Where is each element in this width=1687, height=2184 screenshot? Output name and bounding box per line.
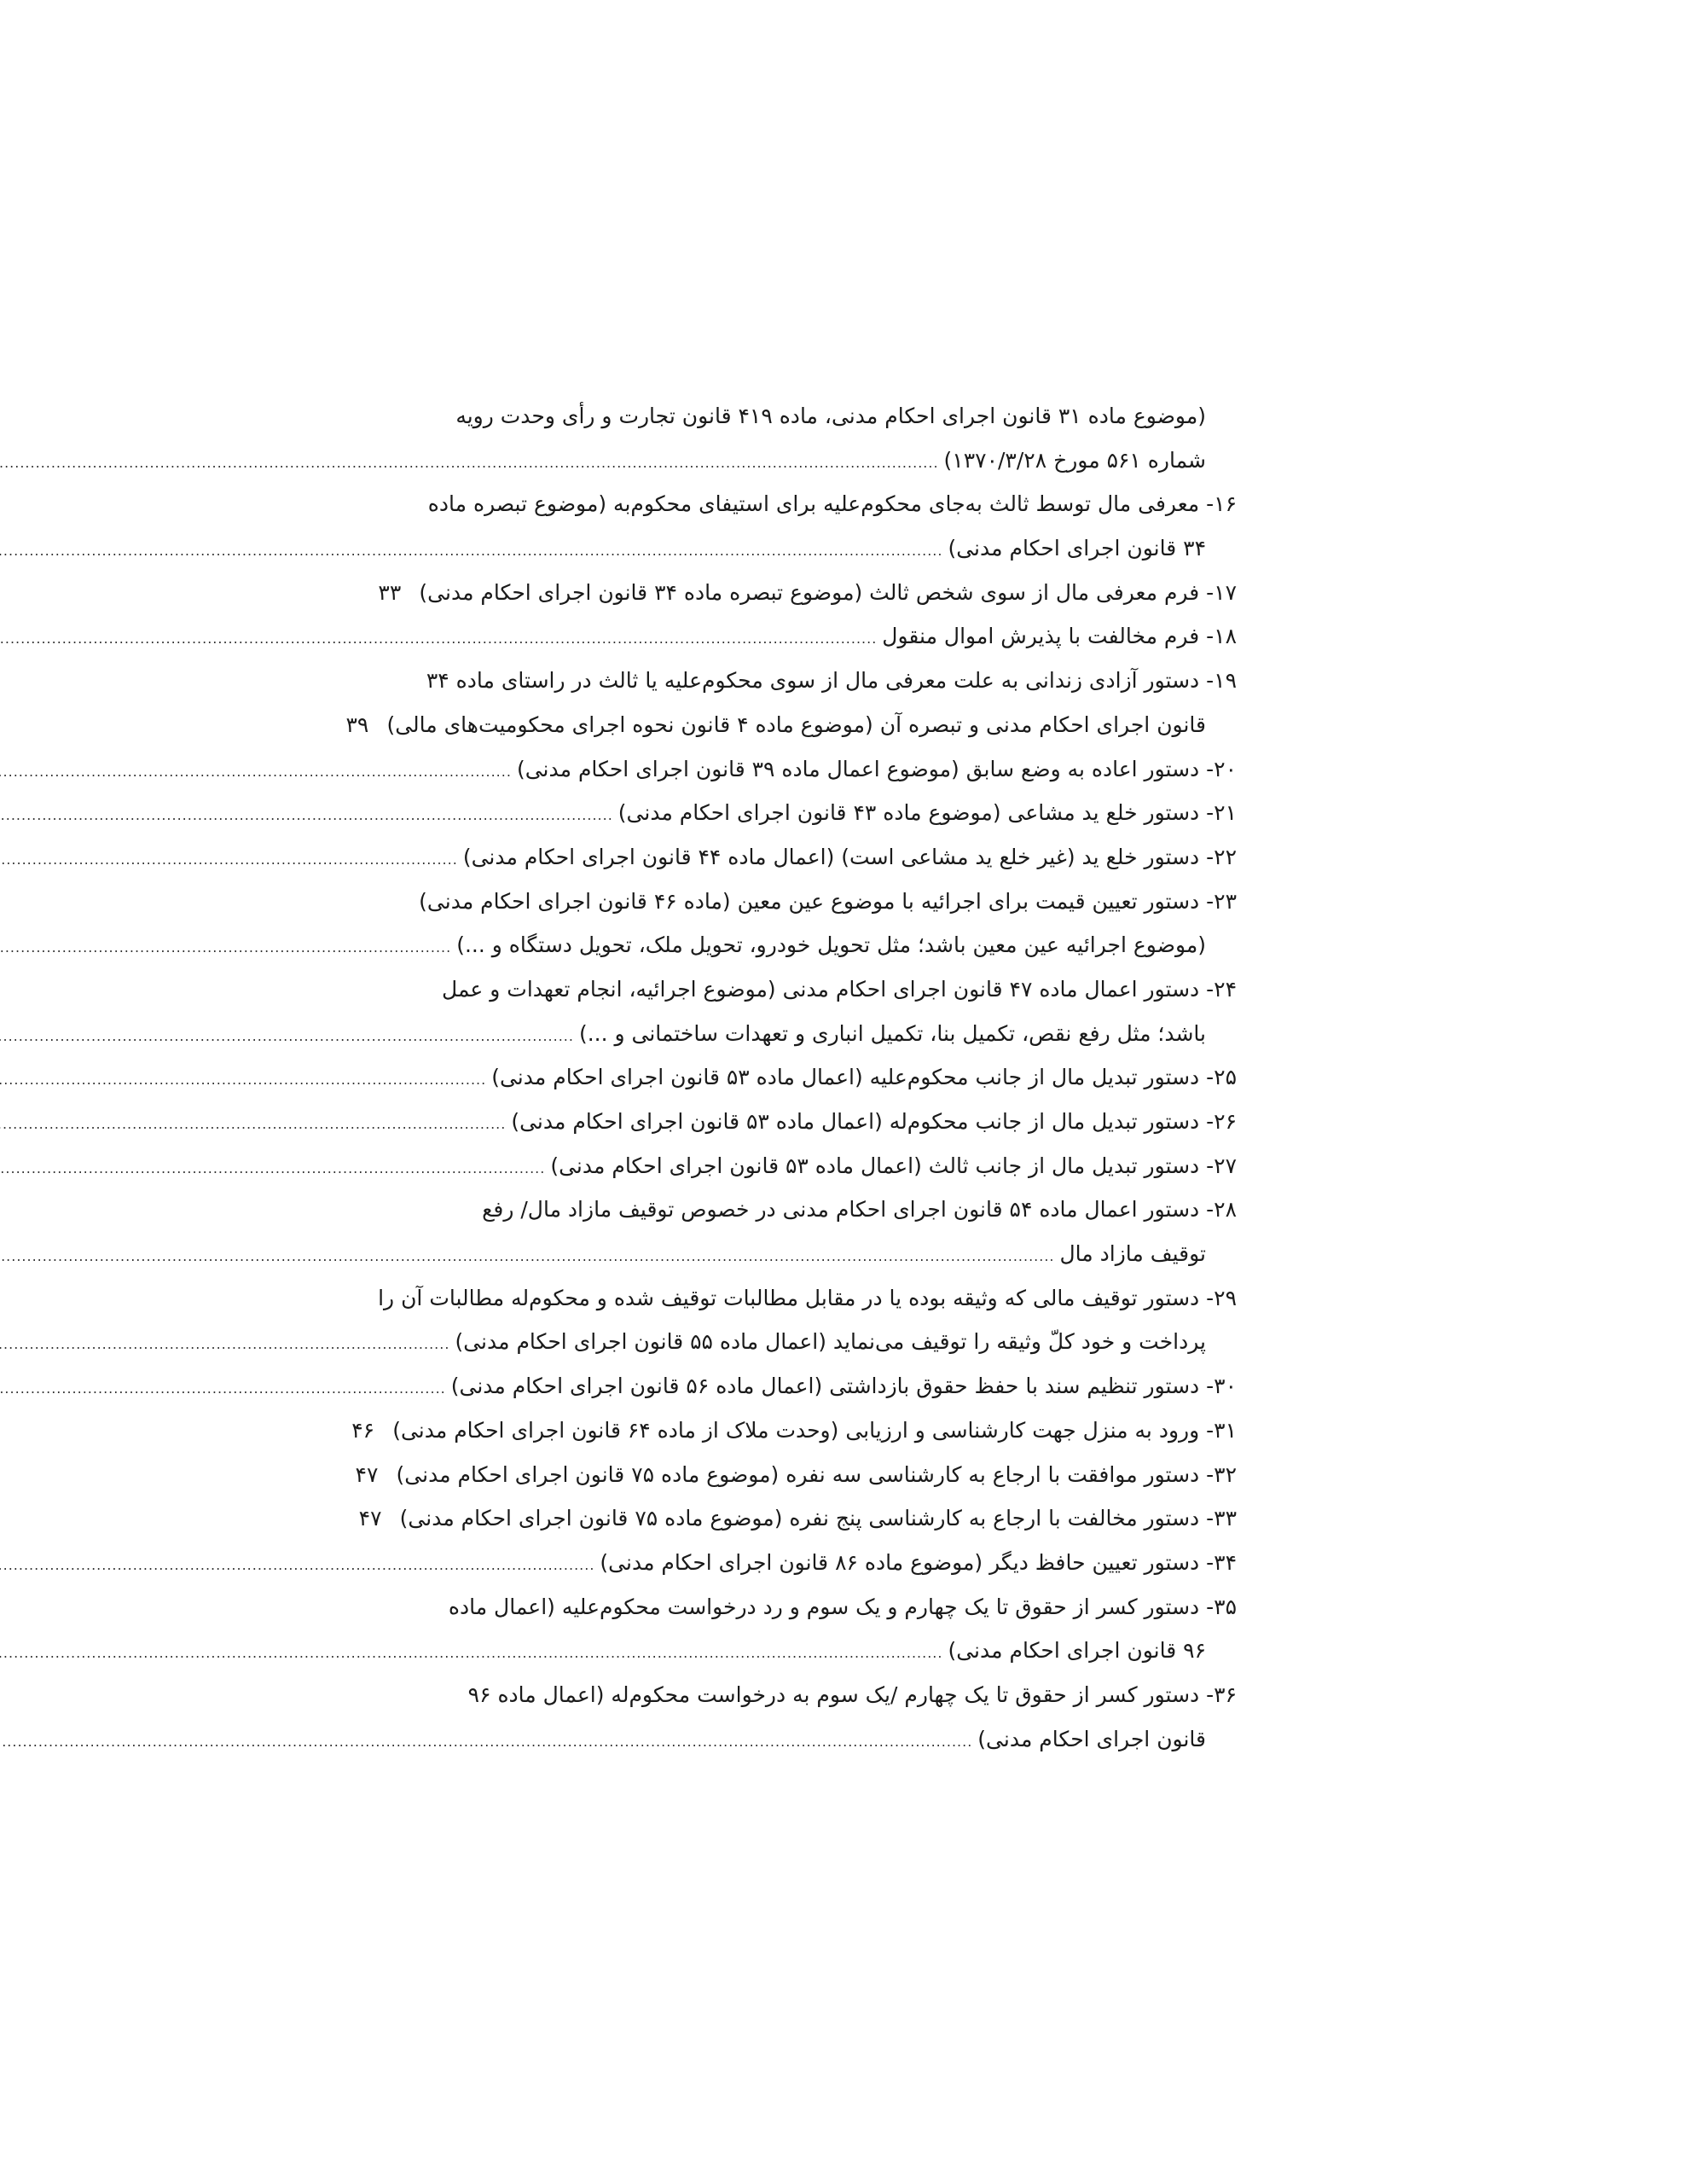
toc-entry-text: ۲۰- دستور اعاده به وضع سابق (موضوع اعمال ماده ۳۹ قانون اجرای احکام مدنی): [516, 756, 1237, 781]
toc-entry-text: ۲۲- دستور خلع ید (غیر خلع ید مشاعی است) (اعمال ماده ۴۴ قانون اجرای احکام مدنی): [462, 844, 1237, 869]
toc-entry: [382, 1585, 1237, 1629]
toc-entry-text: ۳۱- ورود به منزل جهت کارشناسی و ارزیابی (وحدت ملاک از ماده ۶۴ قانون اجرای احکام مدنی): [392, 1417, 1237, 1443]
toc-leader-dots: [0, 1631, 942, 1676]
toc-entry: [382, 880, 1237, 924]
toc-entry: [382, 482, 1237, 526]
toc-leader-dots: [0, 1720, 972, 1764]
toc-leader-dots: [0, 1234, 1055, 1279]
toc-entry-text: ۲۹- دستور توقیف مالی که وثیقه بوده یا در مقابل مطالبات توقیف شده و محکوم‌له مطالبات آن را: [378, 1285, 1237, 1310]
toc-entry: [378, 571, 1237, 615]
toc-leader-dots: [0, 926, 451, 970]
toc-leader-dots: [0, 1147, 545, 1191]
toc-entry-text: توقیف مازاد مال: [1059, 1241, 1206, 1267]
toc-entry: [382, 1012, 1237, 1056]
toc-leader-dots: [0, 838, 458, 882]
toc-entry: [382, 394, 1237, 439]
toc-entry-text: ۳۲- دستور موافقت با ارجاع به کارشناسی سه نفره (موضوع ماده ۷۵ قانون اجرای احکام مدنی): [396, 1461, 1237, 1487]
toc-page-number: ۴۶: [351, 1417, 375, 1443]
table-of-contents: [345, 394, 1237, 1761]
toc-leader-dots: [0, 1322, 449, 1367]
toc-entry-text: ۳۴- دستور تعیین حافظ دیگر (موضوع ماده ۸۶ قانون اجرای احکام مدنی): [600, 1549, 1237, 1575]
toc-leader-dots: [0, 1058, 486, 1102]
toc-entry-text: ۲۱- دستور خلع ید مشاعی (موضوع ماده ۴۳ قانون اجرای احکام مدنی): [617, 800, 1237, 826]
toc-entry: [382, 967, 1237, 1012]
toc-entry-text: ۲۴- دستور اعمال ماده ۴۷ قانون اجرای احکام مدنی (موضوع اجرائیه، انجام تعهدات و عمل: [442, 976, 1237, 1002]
toc-entry-text: ۳۳- دستور مخالفت با ارجاع به کارشناسی پنج نفره (موضوع ماده ۷۵ قانون اجرای احکام مدنی): [399, 1506, 1237, 1531]
toc-page-number: ۳۳: [378, 579, 402, 605]
toc-entry-text: پرداخت و خود کلّ وثیقه را توقیف می‌نماید (اعمال ماده ۵۵ قانون اجرای احکام مدنی): [455, 1329, 1206, 1355]
toc-entry: [345, 703, 1237, 747]
toc-entry: [382, 1100, 1237, 1144]
toc-entry-text: ۱۹- دستور آزادی زندانی به علت معرفی مال از سوی محکوم‌علیه یا ثالث در راستای ماده ۳۴: [426, 668, 1237, 694]
toc-page-number: ۳۹: [345, 712, 369, 737]
toc-leader-dots: [0, 1367, 446, 1411]
toc-entry: [382, 1188, 1237, 1232]
toc-entry-text: قانون اجرای احکام مدنی): [977, 1726, 1206, 1751]
toc-entry: [382, 526, 1237, 571]
toc-entry-text: ۲۶- دستور تبدیل مال از جانب محکوم‌له (اعمال ماده ۵۳ قانون اجرای احکام مدنی): [511, 1109, 1237, 1134]
toc-leader-dots: [0, 793, 613, 838]
toc-entry: [382, 1673, 1237, 1717]
toc-leader-dots: [0, 617, 877, 661]
toc-entry: [382, 1055, 1237, 1100]
toc-entry-text: (موضوع ماده ۳۱ قانون اجرای احکام مدنی، ماده ۴۱۹ قانون تجارت و رأی وحدت رویه: [455, 404, 1206, 428]
toc-entry: [382, 1717, 1237, 1762]
toc-entry-text: ۲۳- دستور تعیین قیمت برای اجرائیه با موضوع عین معین (ماده ۴۶ قانون اجرای احکام مدنی): [419, 888, 1237, 914]
toc-entry: [382, 1232, 1237, 1276]
toc-entry: [382, 747, 1237, 792]
toc-entry: [382, 1541, 1237, 1585]
toc-entry-text: ۳۵- دستور کسر از حقوق تا یک چهارم و یک سوم و رد درخواست محکوم‌علیه (اعمال ماده: [448, 1594, 1237, 1619]
toc-entry: [382, 439, 1237, 483]
toc-leader-dots: [0, 441, 939, 485]
toc-entry: [382, 614, 1237, 659]
toc-entry: [382, 659, 1237, 703]
toc-entry-text: ۳۰- دستور تنظیم سند با حفظ حقوق بازداشتی (اعمال ماده ۵۶ قانون اجرای احکام مدنی): [450, 1374, 1237, 1399]
toc-entry: [378, 1276, 1237, 1321]
toc-entry-text: ۱۶- معرفی مال توسط ثالث به‌جای محکوم‌علیه برای استیفای محکوم‌به (موضوع تبصره ماده: [427, 491, 1237, 517]
toc-leader-dots: [0, 1543, 594, 1588]
toc-entry: [382, 1364, 1237, 1409]
toc-entry-text: شماره ۵۶۱ مورخ ۱۳۷۰/۳/۲۸): [943, 447, 1206, 473]
toc-entry: [382, 1320, 1237, 1364]
toc-page-number: ۴۷: [358, 1506, 382, 1531]
toc-entry-text: ۹۶ قانون اجرای احکام مدنی): [948, 1638, 1206, 1664]
toc-leader-dots: [0, 1014, 574, 1059]
toc-leader-dots: [0, 1102, 506, 1147]
toc-entry: [358, 1496, 1237, 1541]
toc-entry-text: قانون اجرای احکام مدنی و تبصره آن (موضوع ماده ۴ قانون نحوه اجرای محکومیت‌های مالی): [386, 712, 1206, 737]
toc-entry-text: باشد؛ مثل رفع نقص، تکمیل بنا، تکمیل انباری و تعهدات ساختمانی و ...): [578, 1020, 1206, 1046]
toc-entry-text: ۱۸- فرم مخالفت با پذیرش اموال منقول: [882, 624, 1237, 649]
toc-entry-text: ۱۷- فرم معرفی مال از سوی شخص ثالث (موضوع تبصره ماده ۳۴ قانون اجرای احکام مدنی): [419, 579, 1237, 605]
toc-entry: [382, 791, 1237, 835]
toc-entry: [382, 923, 1237, 967]
toc-entry-text: ۳۴ قانون اجرای احکام مدنی): [948, 536, 1206, 561]
toc-leader-dots: [0, 529, 942, 573]
toc-entry-text: ۲۵- دستور تبدیل مال از جانب محکوم‌علیه (اعمال ماده ۵۳ قانون اجرای احکام مدنی): [491, 1065, 1237, 1090]
toc-entry: [382, 1629, 1237, 1673]
toc-entry-text: ۲۷- دستور تبدیل مال از جانب ثالث (اعمال ماده ۵۳ قانون اجرای احکام مدنی): [550, 1153, 1237, 1178]
toc-page-number: ۴۷: [355, 1461, 379, 1487]
toc-entry: [382, 835, 1237, 880]
toc-entry-text: ۳۶- دستور کسر از حقوق تا یک چهارم /یک سوم به درخواست محکوم‌له (اعمال ماده ۹۶: [467, 1682, 1237, 1707]
toc-entry: [355, 1453, 1237, 1497]
toc-entry-text: ۲۸- دستور اعمال ماده ۵۴ قانون اجرای احکام مدنی در خصوص توقیف مازاد مال/ رفع: [482, 1197, 1237, 1223]
toc-entry: [382, 1144, 1237, 1188]
toc-entry: [351, 1409, 1237, 1453]
toc-entry-text: (موضوع اجرائیه عین معین باشد؛ مثل تحویل خودرو، تحویل ملک، تحویل دستگاه و ...): [456, 932, 1206, 958]
toc-leader-dots: [0, 750, 512, 794]
